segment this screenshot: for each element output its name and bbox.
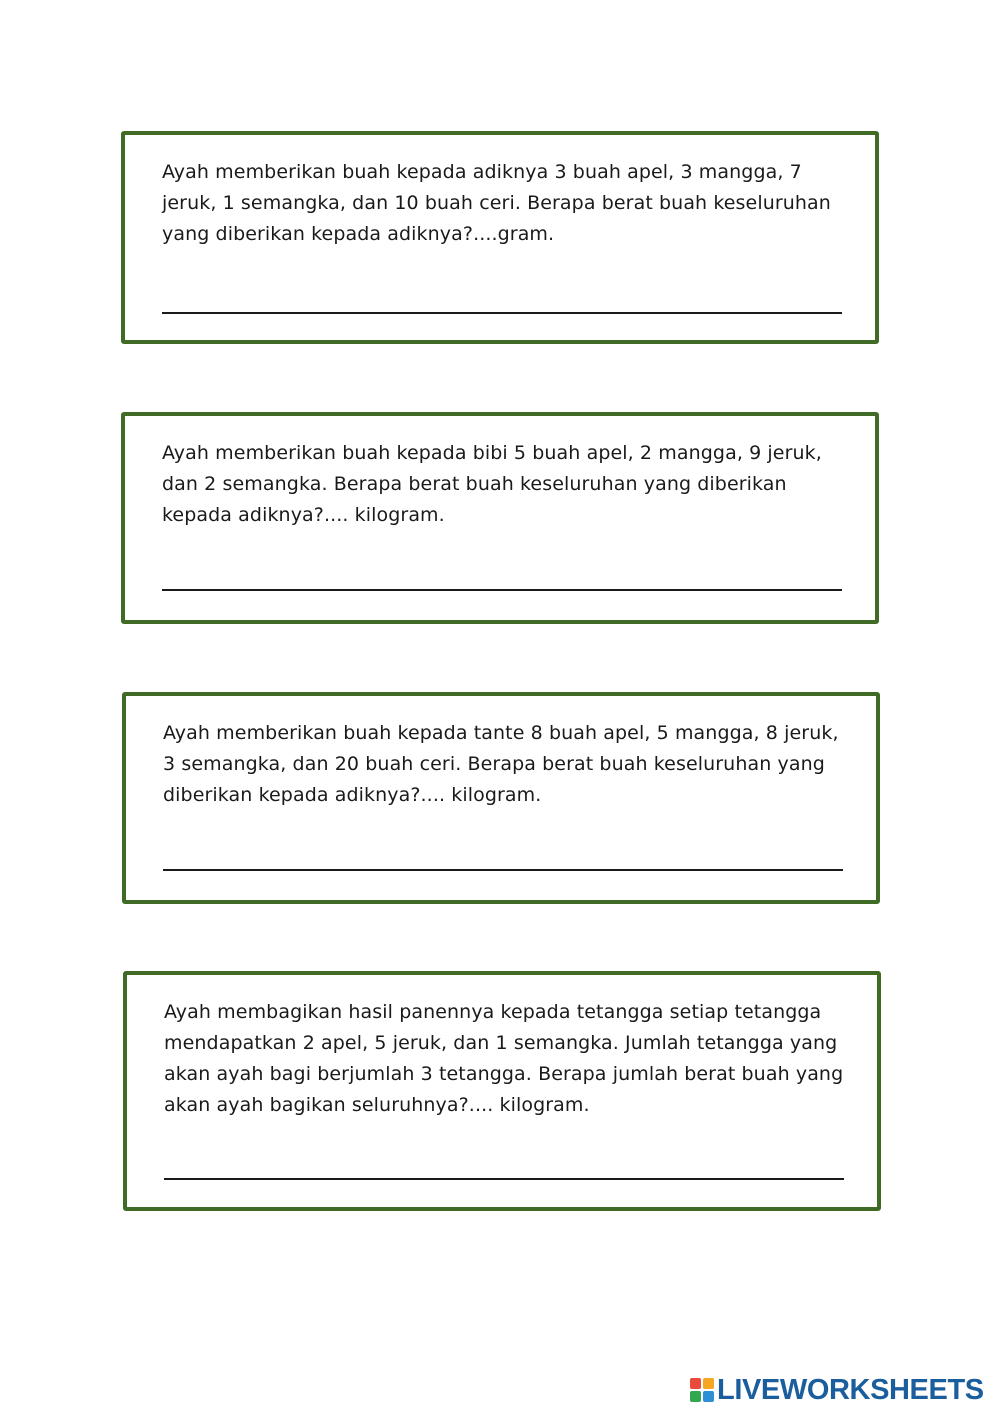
question-box-1	[121, 131, 879, 344]
answer-line-2[interactable]	[162, 589, 842, 591]
answer-line-3[interactable]	[163, 869, 843, 871]
liveworksheets-brand	[690, 1373, 984, 1407]
question-box-2	[121, 412, 879, 624]
logo-tile-green	[690, 1391, 701, 1402]
question-text-2: Ayah memberikan buah kepada bibi 5 buah apel, 2 mangga, 9 jeruk, dan 2 semangka. Berapa berat buah keseluruhan yang diberikan kepada adiknya?.... kilogram.	[162, 442, 822, 526]
answer-line-4[interactable]	[164, 1178, 844, 1180]
question-text-3: Ayah memberikan buah kepada tante 8 buah apel, 5 mangga, 8 jeruk, 3 semangka, dan 20 buah ceri. Berapa berat buah keseluruhan yang diberikan kepada adiknya?.... kilogram.	[163, 722, 839, 806]
answer-line-1[interactable]	[162, 312, 842, 314]
liveworksheets-logo-icon	[690, 1378, 714, 1402]
question-box-4	[123, 971, 881, 1211]
logo-tile-blue	[703, 1391, 714, 1402]
logo-tile-orange	[703, 1378, 714, 1389]
question-text-1: Ayah memberikan buah kepada adiknya 3 buah apel, 3 mangga, 7 jeruk, 1 semangka, dan 10 buah ceri. Berapa berat buah keseluruhan yang diberikan kepada adiknya?....gram.	[162, 161, 831, 245]
brand-text: LIVEWORKSHEETS	[717, 1373, 984, 1406]
question-box-3	[122, 692, 880, 904]
question-text-4: Ayah membagikan hasil panennya kepada tetangga setiap tetangga mendapatkan 2 apel, 5 jeruk, dan 1 semangka. Jumlah tetangga yang akan ayah bagi berjumlah 3 tetangga. Berapa jumlah berat buah yang akan ayah bagikan seluruhnya?.... kilogram.	[164, 1001, 844, 1116]
logo-tile-red	[690, 1378, 701, 1389]
